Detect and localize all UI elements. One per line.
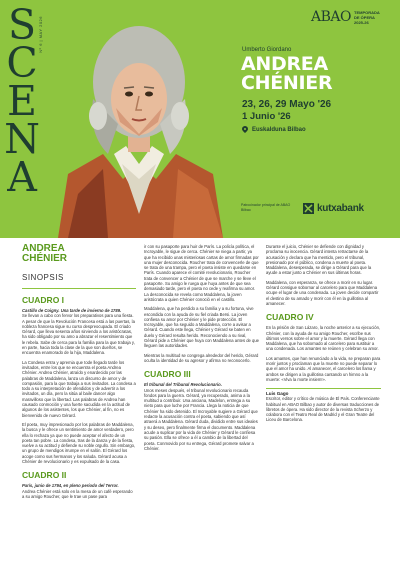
logo-letter: A xyxy=(7,153,37,201)
author-bio: Escritor, editor y crítico de música de El País. Conferenciante habitual en ABAO Bilbao y autor de diversas traducciones de libretos de ópera. Ha sido director de la revista Scherzo y colabora con el Teatro Real de Madrid y el Gran Teatre del Liceu de Barcelona. xyxy=(266,396,380,423)
venue-label: Euskalduna Bilbao xyxy=(252,126,306,133)
issue-number: Nº 6 | MAY 2026 xyxy=(38,16,43,53)
paragraph: Maddalena, que ha perdido a su familia y a su fortuna, vive escondida con la ayuda de su fiel criada Bersi. La joven confiesa su amor por Chénier y le pide protección. El Incroyable, que ha seguido a Maddalena, corre a avisar a Gérard. Cuando este llega, Chénier y Gérard se baten en duelo y Gérard resulta herido. Reconociendo a su rival, Gérard pide a Chénier que huya con Maddalena antes de que lleguen las autoridades. xyxy=(144,306,260,349)
paragraph: Durante el juicio, Chénier se defiende con dignidad y proclama su inocencia. Gérard intenta retractarse de la acusación y declara que ha mentido, pero el tribunal, presionado por el público, condena a muerte al poeta. Maddalena, desesperada, se dirige a Gérard para que la ayude a estar junto a Chénier en sus últimas horas. xyxy=(266,244,372,276)
sponsor-label: Patrocinador principal de ABAO Bilbao xyxy=(241,203,291,212)
paragraph: En la prisión de San Lázaro, la noche anterior a su ejecución, Chénier, con la ayuda de su amigo Roucher, escribe sus últimos versos sobre el amor y la muerte. Gérard llega con Maddalena, que ha sobornado al carcelero para sustituir a una condenada. Los amantes se reúnen y celebran su amor. xyxy=(266,325,381,352)
paragraph: Andrea Chénier está solo en la mesa de un café esperando a su amigo Roucher, que le trae un pase para xyxy=(22,488,133,499)
paragraph: Maddalena, con esperanza, se ofrece a morir en su lugar. Gérard consigue sobornar al carcelero para que Maddalena ocupe el lugar de una condenada. La joven decide compartir el destino de su amado y morir con él en la guillotina al amanecer. xyxy=(266,279,379,306)
article-title-line: CHÉNIER xyxy=(22,253,68,264)
cuadro-4-heading: CUADRO IV xyxy=(266,312,314,323)
paragraph: Los amantes, que han renunciado a la vida, se preparan para morir juntos y proclaman que la muerte no puede separar lo que el amor ha unido. Al amanecer, el carcelero los llama y ambos se dirigen a la guillotina cantando un himno a la muerte: «Viva la morte insiem!». xyxy=(266,355,381,382)
abao-logo-text: ABAO xyxy=(311,9,351,25)
logo-letter: E xyxy=(7,77,37,125)
cuadro-1-heading: CUADRO I xyxy=(22,295,65,305)
column-3 xyxy=(266,244,381,427)
magazine-logo xyxy=(4,1,40,201)
paragraph: Unos meses después, el tribunal revolucionario recauda fondos para la guerra. Gérard, ya recuperado, anima a la multitud a contribuir. Una anciana, Madelon, entrega a su nieto para que luche por Francia. Llega la noticia de que Chénier ha sido detenido. El Incroyable sugiere a Gérard que redacte la acusación contra el poeta, sabiendo que así atraerá a Maddalena. Gérard duda, dividido entre sus ideales y su deseo, pero finalmente firma el documento. Maddalena acude a suplicar por la vida de Chénier y Gérard le confiesa su pasión. Ella se ofrece a él a cambio de la libertad del poeta. Conmovido por su entrega, Gérard promete salvar a Chénier. xyxy=(144,387,258,451)
logo-letter: N xyxy=(4,115,40,163)
cuadro-3-heading: CUADRO III xyxy=(144,369,191,380)
dates-may: 23, 26, 29 Mayo '26 xyxy=(242,99,332,110)
location-pin-icon xyxy=(242,126,248,133)
paragraph: Se llevan a cabo con fervor los preparativos para una fiesta. A pesar de que la Revolución Francesa está a las puertas, la nobleza francesa sigue su curso despreocupada. El criado Gérard, que lleva sesenta años sirviendo a los aristócratas, ha sido obligado por su amo a abrazar el resentimiento que le rebela. Sabe de cerca para la familia para la que trabaja y, en parte, hacia toda la clase de la que son dueños, se encuentra enamorado de la hija, Maddalena. xyxy=(22,313,135,356)
paragraph: ir con su pasaporte para huir de París. La policía política, el Incroyable, le sigue de cerca. Chénier se niega a partir, ya que ha recibido unas misteriosas cartas de amor firmadas por una mujer desconocida. Roucher trata de convencerle de que se trata de una trampa, pero el poeta insiste en quedarse en París. Cuando aparece el comité revolucionario, Roucher trata de convencer a Chénier de que se marche y se lleve el pasaporte. Su amigo le ruega que huya antes de que sea demasiado tarde, pero el poeta no cede y reafirma su amor. La desconocida se revela como Maddalena, la joven aristócrata a quien Chénier conoció en el castillo. xyxy=(144,244,259,302)
column-1 xyxy=(22,244,136,503)
opera-title xyxy=(241,55,391,93)
cover-panel xyxy=(0,0,400,238)
sinopsis-heading: SINOPSIS xyxy=(22,273,64,282)
composer-name: Umberto Giordano xyxy=(242,47,292,53)
divider xyxy=(266,388,381,389)
cuadro-2-setting: París, junio de 1794, en pleno periodo del Terror. xyxy=(22,483,119,489)
abao-logo xyxy=(311,9,378,25)
sponsor-name: kutxabank xyxy=(317,203,364,214)
opera-title-line: CHÉNIER xyxy=(241,72,333,94)
cuadro-3-setting: El tribunal del Tribunal Revolucionario. xyxy=(144,382,222,388)
article-title xyxy=(22,244,136,264)
article-author: Luis Gago xyxy=(266,391,289,397)
venue xyxy=(242,126,306,133)
cuadro-1-setting: Castillo de Coigny. Una tarde de invierno de 1789. xyxy=(22,308,122,313)
kutxabank-mark-icon xyxy=(303,203,314,214)
portrait-illustration xyxy=(48,4,230,238)
logo-letter: C xyxy=(6,39,38,87)
dates-june: 1 Junio '26 xyxy=(242,111,291,122)
opera-title-line: ANDREA xyxy=(241,53,328,75)
sponsor-logo xyxy=(303,203,364,214)
abao-logo-subtitle: TEMPORADA DE ÓPERA 2025-26 xyxy=(354,9,380,25)
paragraph: La Condesa entra y apremia que tode llegado tarde los invitados, entre los que se encuentra el poeta Andrea Chénier. Andrea Chénier, atraído y enardecido por las palabras de Maddalena, lanza un discurso de amor y de compasión, para la que trabaja a sus invitados. La condesa a todo a su interpretación de ofendidos y de advertir a los invitados, un día, pero la sitúa al baile dancer algo maravilloso que la libertad. Las palabras de Andrea han causado conmoción y una fuerte sacudida en la actitud de algunos de los asistentes, los que Chénier, al fin, no es bienvenido de nuevo Gérard. xyxy=(22,359,136,418)
cuadro-2-heading: CUADRO II xyxy=(22,470,67,481)
paragraph: El poeta, muy impresionado por los palabras de Maddalena, la busca y le ofrece un sentimiento de amor verdadero, pero ella lo rechaza ya que no puede aceptar el afecto de un poeta tan pobre. La condesa, tras de la danza y de la fiesta, vuelve a su actitud y defiende su noble orgullo. Sin embargo, un grupo de mendigos irrumpe en el salón. El Gérard los acoge como sus hermanos y los saluda. Gérard acusa a Chénier de revolucionario y es expulsado de la casa. xyxy=(22,421,136,465)
paragraph: Mientras la multitud se congrega alrededor del herido, Gérard oculta la identidad de su agresor y afirma no reconocerlo. xyxy=(144,352,259,363)
article-title-line: ANDREA xyxy=(22,243,65,254)
divider xyxy=(22,288,136,289)
column-2 xyxy=(144,244,259,455)
logo-letter: S xyxy=(7,1,37,49)
